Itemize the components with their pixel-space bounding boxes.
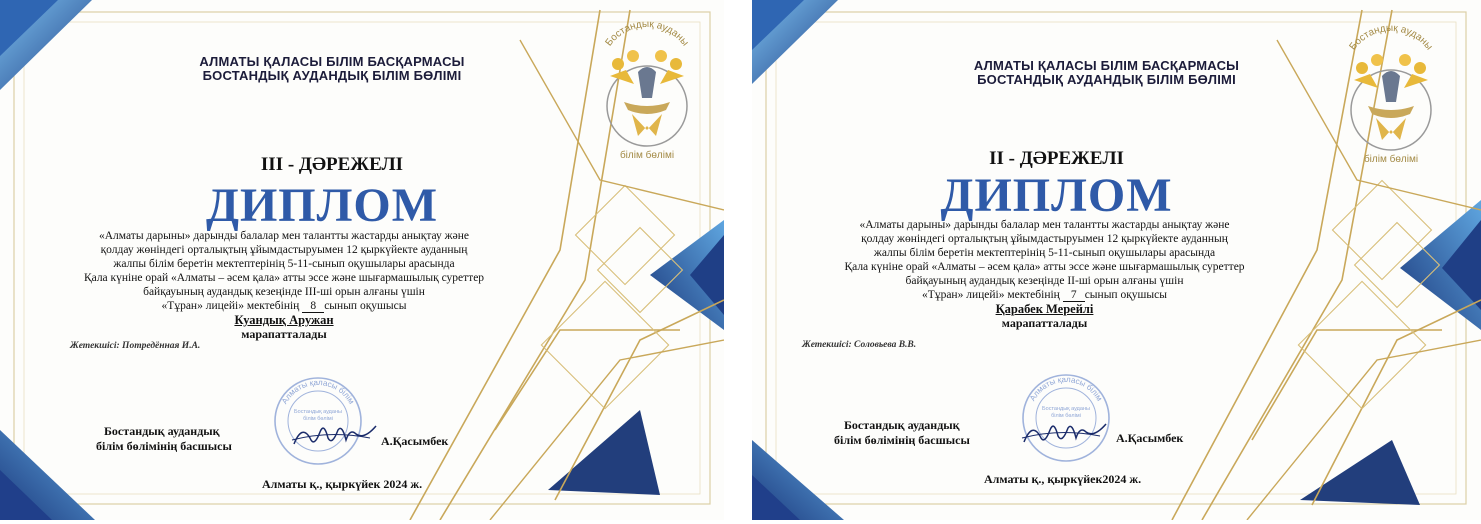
signer-name: А.Қасымбек [1116, 431, 1184, 445]
signatory-line-1: Бостандық аудандық [844, 418, 960, 432]
body-line-3: жалпы білім беретін мектептерінің 5-11-сынып оқушылары арасында [873, 247, 1216, 259]
district-education-logo [588, 14, 706, 164]
degree-label: ІІ - ДӘРЕЖЕЛІ [989, 148, 1124, 169]
issue-date: Алматы қ., қыркүйек 2024 ж. [262, 477, 423, 491]
signatory-line-2: білім бөлімінің басшысы [96, 439, 232, 453]
grade-suffix: сынып оқушысы [324, 300, 407, 312]
body-line-4: Қала күніне орай «Алматы – әсем қала» атты эссе және шығармашылық суреттер [844, 261, 1245, 273]
svg-text:Бостандық ауданы [604, 19, 691, 48]
stamp-ring-text: Алматы қаласы білім [279, 377, 357, 406]
svg-text:Алматы қаласы білім [1028, 375, 1104, 403]
header-line-1: АЛМАТЫ ҚАЛАСЫ БІЛІМ БАСҚАРМАСЫ [199, 54, 465, 69]
stamp-ring-text: Алматы қаласы білім [1027, 374, 1105, 403]
diploma-title: ДИПЛОМ [940, 169, 1173, 222]
supervisor: Жетекшісі: Потредённая И.А. [70, 341, 201, 351]
supervisor: Жетекшісі: Соловьева В.В. [802, 340, 917, 350]
logo-bottom-text: білім бөлімі [1363, 154, 1419, 165]
logo-top-text: Бостандық ауданы [1347, 22, 1435, 53]
signer-name: А.Қасымбек [381, 434, 449, 448]
diploma-title: ДИПЛОМ [205, 179, 439, 232]
body-line-1: «Алматы дарыны» дарынды балалар мен талантты жастарды анықтау және [99, 230, 469, 242]
grade-number: 7 [1063, 289, 1085, 302]
handwritten-signature [1020, 416, 1110, 450]
degree-label: ІІІ - ДӘРЕЖЕЛІ [260, 154, 404, 175]
page-gap [724, 0, 752, 524]
student-name: Куандық Аружан [234, 313, 334, 327]
body-line-1: «Алматы дарыны» дарынды балалар мен талантты жастарды анықтау және [859, 219, 1230, 231]
school-line [752, 288, 1409, 302]
body-line-5: байқауының аудандық кезеңінде ІІ-ші орын алғаны үшін [905, 275, 1184, 287]
diploma-third-degree [0, 0, 724, 520]
signatory-line-1: Бостандық аудандық [104, 424, 220, 438]
handwritten-signature [290, 418, 380, 452]
grade-number: 8 [302, 300, 324, 313]
body-line-2: қолдау жөніндегі орталықтың ұйымдастыруымен 12 қыркүйекте ауданның [100, 244, 468, 256]
awarded-label: марапатталады [1001, 316, 1088, 330]
issue-date: Алматы қ., қыркүйек2024 ж. [984, 472, 1142, 486]
school-prefix: «Тұран» лицейі» мектебінің [161, 300, 300, 312]
body-line-4: Қала күніне орай «Алматы – әсем қала» атты эссе және шығармашылық суреттер [83, 272, 485, 284]
header-line-2: БОСТАНДЫҚ АУДАНДЫҚ БІЛІМ БӨЛІМІ [977, 72, 1236, 87]
svg-text:Алматы қаласы білім [280, 378, 356, 406]
stamp-center-text: Бостандық ауданы білім бөлімі [1042, 406, 1090, 419]
school-prefix: «Тұран» лицейі» мектебінің [922, 289, 1060, 301]
body-line-3: жалпы білім беретін мектептерінің 5-11-сынып оқушылары арасында [113, 258, 455, 270]
stamp-center-text: Бостандық ауданы білім бөлімі [294, 409, 342, 422]
signatory-line-2: білім бөлімінің басшысы [834, 433, 970, 447]
student-name: Қарабек Мерейлі [995, 302, 1094, 316]
school-line [0, 299, 646, 313]
header-line-1: АЛМАТЫ ҚАЛАСЫ БІЛІМ БАСҚАРМАСЫ [973, 58, 1240, 73]
logo-bottom-text: білім бөлімі [619, 150, 675, 161]
body-line-5: байқауының аудандық кезеңінде ІІІ-ші орын алғаны үшін [143, 286, 425, 298]
header-line-2: БОСТАНДЫҚ АУДАНДЫҚ БІЛІМ БӨЛІМІ [202, 68, 462, 83]
district-education-logo [1332, 18, 1450, 168]
body-line-2: қолдау жөніндегі орталықтың ұйымдастыруымен 12 қыркүйекте ауданның [861, 233, 1228, 245]
logo-top-text: Бостандық ауданы [603, 18, 691, 49]
grade-suffix: сынып оқушысы [1084, 289, 1167, 301]
awarded-label: марапатталады [241, 327, 327, 341]
diploma-second-degree [752, 0, 1481, 520]
svg-text:Бостандық ауданы [1348, 23, 1435, 52]
